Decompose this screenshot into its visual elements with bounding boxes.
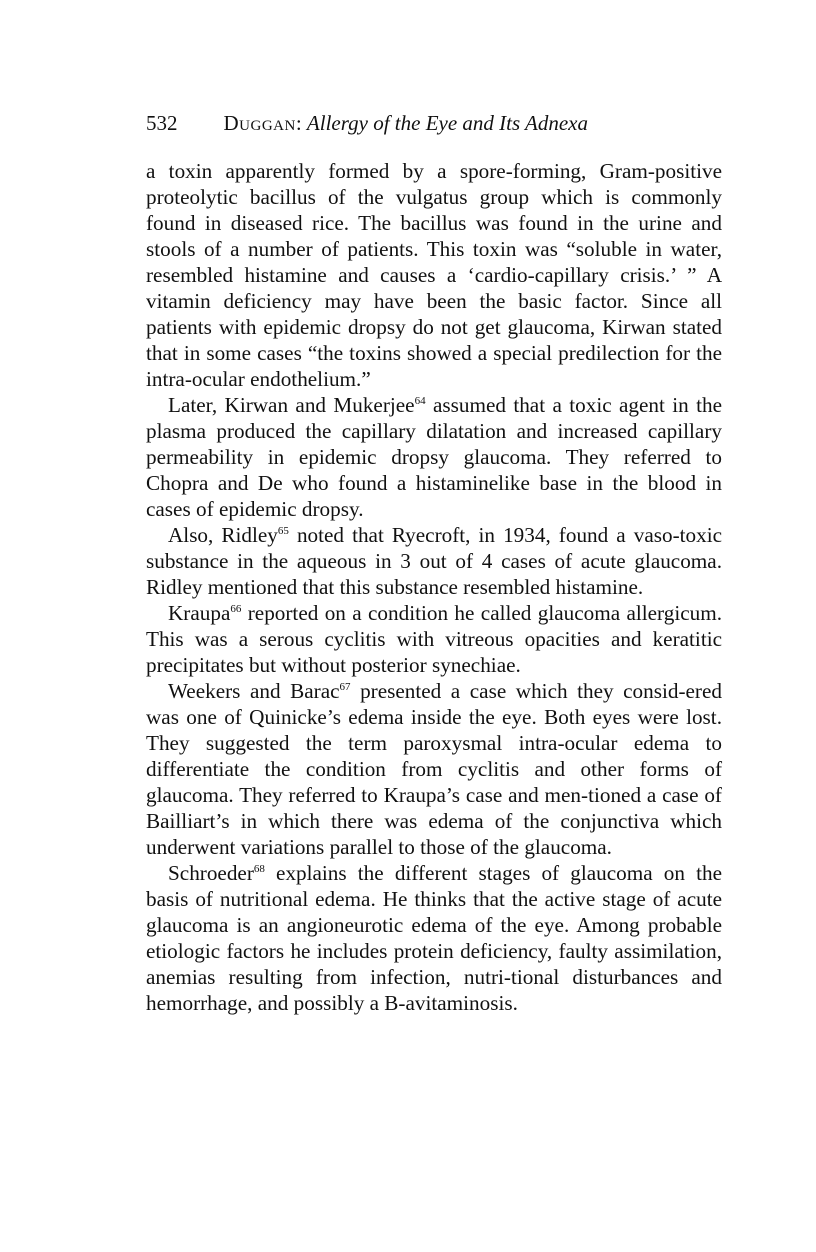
paragraph-text: assumed that a toxic agent in the plasma produced the capillary dilatation and increased capillary permeability in epidemic dropsy glaucoma. They referred to Chopra and De who found a histaminelike base in the blood in cases of epidemic dropsy. — [146, 393, 722, 521]
paragraph-ridley — [146, 522, 722, 600]
reference-marker: 65 — [277, 524, 289, 537]
reference-marker: 67 — [339, 680, 351, 693]
body-text — [146, 158, 722, 1016]
paragraph-text: presented a case which they consid-ered was one of Quinicke’s edema inside the eye. Both eyes were lost. They suggested the term paroxysmal intra-ocular edema to differentiate the condition from cyclitis and other forms of glaucoma. They referred to Kraupa’s case and men-tioned a case of Bailliart’s in which there was edema of the conjunctiva which underwent variations parallel to those of the glaucoma. — [146, 679, 722, 859]
running-head — [146, 108, 722, 138]
paragraph-text: Kraupa — [168, 601, 231, 625]
reference-marker: 66 — [230, 602, 242, 615]
page — [146, 108, 722, 1016]
paragraph-schroeder — [146, 860, 722, 1016]
running-head-separator: : — [295, 111, 302, 135]
paragraph-text: noted that Ryecroft, in 1934, found a vaso-toxic substance in the aqueous in 3 out of 4 cases of acute glaucoma. Ridley mentioned that this substance resembled histamine. — [146, 523, 722, 599]
paragraph-kirwan-mukerjee — [146, 392, 722, 522]
running-head-author: Duggan — [223, 111, 296, 135]
paragraph-weekers-barac — [146, 678, 722, 860]
reference-marker: 64 — [414, 394, 426, 407]
reference-marker: 68 — [253, 862, 265, 875]
paragraph-continuation: a toxin apparently formed by a spore-forming, Gram-positive proteolytic bacillus of the vulgatus group which is commonly found in diseased rice. The bacillus was found in the urine and stools of a number of patients. This toxin was “soluble in water, resembled histamine and causes a ‘cardio-capillary crisis.’ ” A vitamin deficiency may have been the basic factor. Since all patients with epidemic dropsy do not get glaucoma, Kirwan stated that in some cases “the toxins showed a special predilection for the intra-ocular endothelium.” — [146, 159, 722, 391]
paragraph-text: reported on a condition he called glaucoma allergicum. This was a serous cyclitis with vitreous opacities and keratitic precipitates but without posterior synechiae. — [146, 601, 722, 677]
paragraph-text: explains the different stages of glaucoma on the basis of nutritional edema. He thinks that the active stage of acute glaucoma is an angioneurotic edema of the eye. Among probable etiologic factors he includes protein deficiency, faulty assimilation, anemias resulting from infection, nutri-tional disturbances and hemorrhage, and possibly a B-avitaminosis. — [146, 861, 722, 1015]
running-head-title: Allergy of the Eye and Its Adnexa — [306, 111, 589, 135]
paragraph-text: Also, Ridley — [168, 523, 278, 547]
paragraph-text: Later, Kirwan and Mukerjee — [168, 393, 415, 417]
paragraph-text: Weekers and Barac — [168, 679, 340, 703]
paragraph-text: Schroeder — [168, 861, 254, 885]
paragraph-kraupa — [146, 600, 722, 678]
page-number: 532 — [146, 111, 178, 135]
